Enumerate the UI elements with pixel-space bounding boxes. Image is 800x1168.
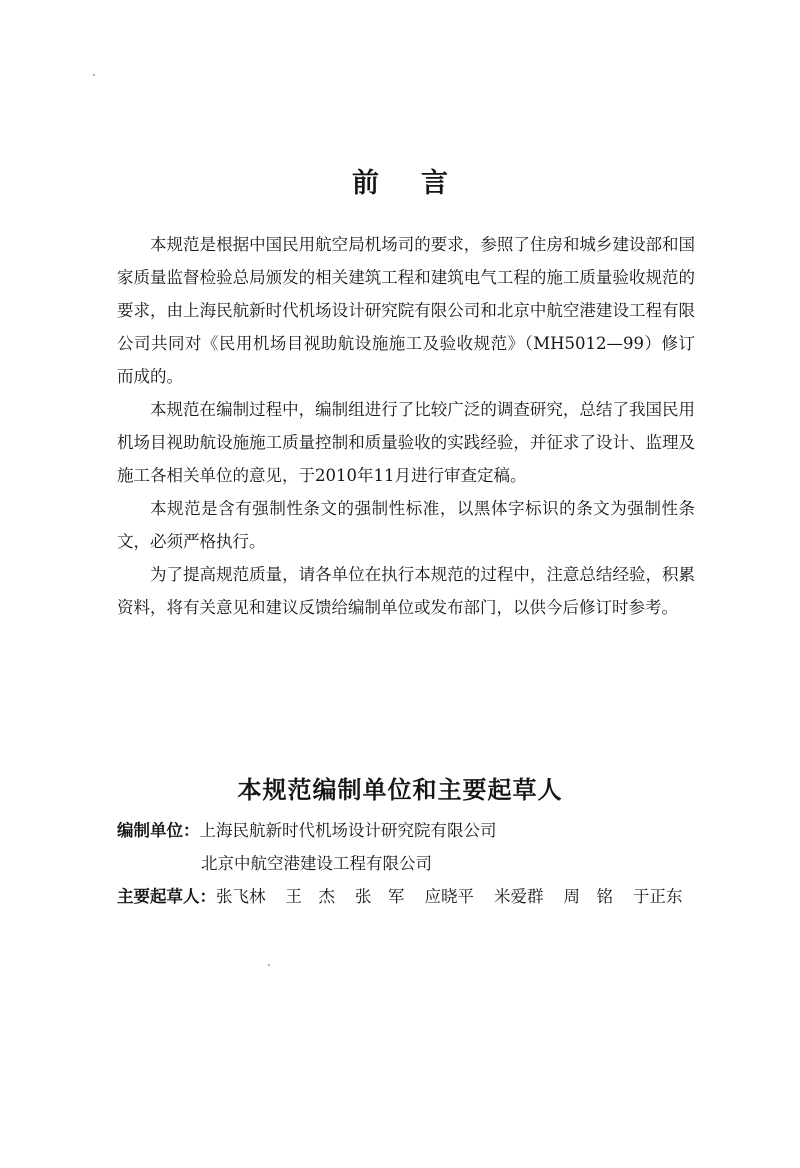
preface-paragraph: 本规范是含有强制性条文的强制性标准，以黑体字标识的条文为强制性条文，必须严格执行。 xyxy=(117,499,695,551)
preface-paragraph: 为了提高规范质量，请各单位在执行本规范的过程中，注意总结经验，积累资料，将有关意见和建议反馈给编制单位或发布部门，以供今后修订时参考。 xyxy=(117,565,695,617)
unit-name: 上海民航新时代机场设计研究院有限公司 xyxy=(199,821,497,840)
drafting-units-row xyxy=(117,847,717,880)
drafting-info xyxy=(117,814,717,913)
scan-speck xyxy=(93,74,95,76)
units-label: 编制单位： xyxy=(117,821,200,840)
page-title: 前言 xyxy=(352,168,490,200)
drafter-name: 王 杰 xyxy=(285,887,335,906)
drafters-label: 主要起草人： xyxy=(117,887,216,906)
scan-speck xyxy=(268,964,270,966)
unit-name: 北京中航空港建设工程有限公司 xyxy=(201,854,432,873)
preface-paragraph: 本规范在编制过程中，编制组进行了比较广泛的调查研究，总结了我国民用机场目视助航设施施工质量控制和质量验收的实践经验，并征求了设计、监理及施工各相关单位的意见，于2010年11月进行审查定稿。 xyxy=(117,400,695,485)
drafter-name: 应晓平 xyxy=(424,887,474,906)
preface-paragraph: 本规范是根据中国民用航空局机场司的要求，参照了住房和城乡建设部和国家质量监督检验总局颁发的相关建筑工程和建筑电气工程的施工质量验收规范的要求，由上海民航新时代机场设计研究院有限公司和北京中航空港建设工程有限公司共同对《民用机场目视助航设施施工及验收规范》（MH5012—99）修订而成的。 xyxy=(117,235,695,386)
drafters-row xyxy=(117,880,717,913)
drafter-name: 张 军 xyxy=(355,887,405,906)
drafter-name: 于正东 xyxy=(633,887,683,906)
drafter-name: 张飞林 xyxy=(216,887,266,906)
drafter-name: 周 铭 xyxy=(563,887,613,906)
drafting-section-title: 本规范编制单位和主要起草人 xyxy=(237,774,563,804)
drafter-name: 米爱群 xyxy=(494,887,544,906)
preface-body xyxy=(117,228,695,624)
drafting-units-row xyxy=(117,814,717,847)
